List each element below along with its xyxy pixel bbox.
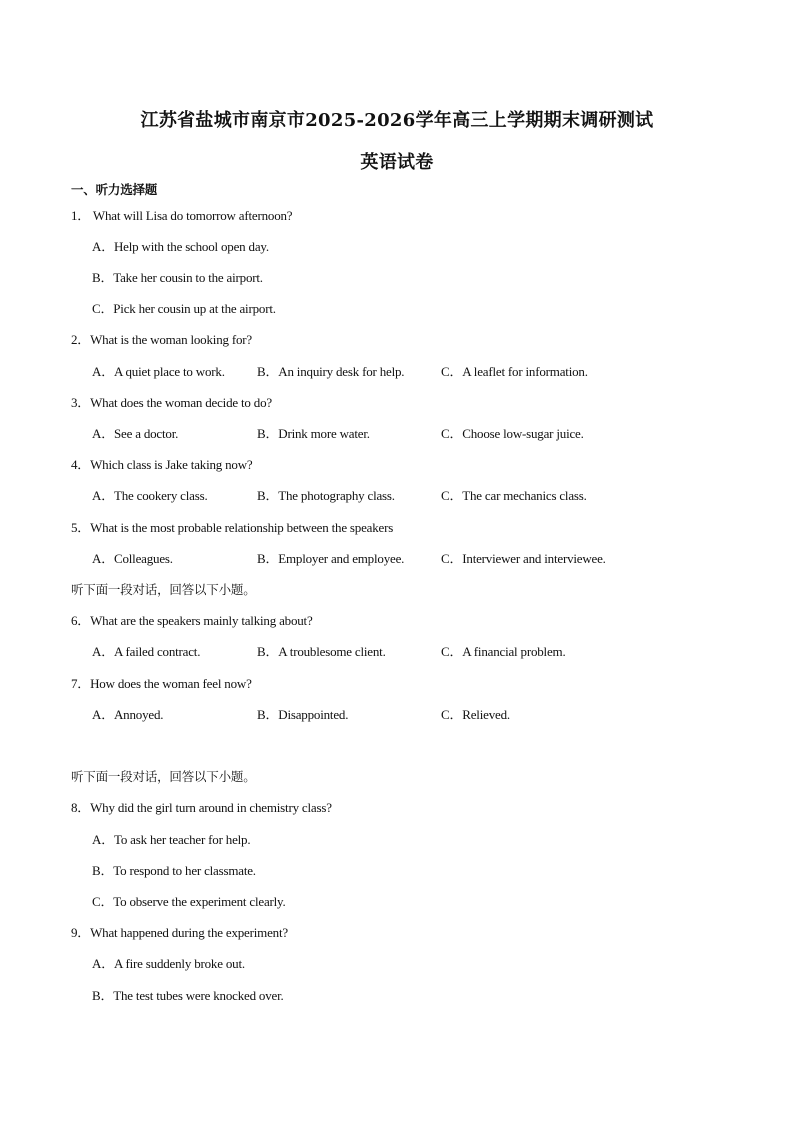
question-4-stem: 4．Which class is Jake taking now? <box>71 457 253 472</box>
question-3-option-a: A．See a doctor. <box>92 426 179 441</box>
question-4-option-a: A．The cookery class. <box>92 488 208 503</box>
question-7-stem: 7．How does the woman feel now? <box>71 676 252 691</box>
question-5-option-a: A．Colleagues. <box>92 551 173 566</box>
question-4-option-b: B．The photography class. <box>257 488 395 503</box>
question-5-option-b: B．Employer and employee. <box>257 551 405 566</box>
question-8-option-a: A．To ask her teacher for help. <box>92 832 251 847</box>
question-8-option-c: C．To observe the experiment clearly. <box>92 894 286 909</box>
question-7-option-a: A．Annoyed. <box>92 707 164 722</box>
question-3-option-c: C．Choose low-sugar juice. <box>441 426 584 441</box>
question-8-option-b: B．To respond to her classmate. <box>92 863 256 878</box>
question-4-option-c: C．The car mechanics class. <box>441 488 587 503</box>
question-8-stem: 8．Why did the girl turn around in chemistry class? <box>71 800 332 815</box>
dialogue-note-1: 听下面一段对话，回答以下小题。 <box>71 582 256 597</box>
question-5-option-c: C．Interviewer and interviewee. <box>441 551 606 566</box>
question-2-option-a: A．A quiet place to work. <box>92 364 225 379</box>
question-2-option-b: B．An inquiry desk for help. <box>257 364 405 379</box>
question-3-option-b: B．Drink more water. <box>257 426 370 441</box>
question-5-stem: 5．What is the most probable relationship between the speakers <box>71 520 394 535</box>
question-6-option-b: B．A troublesome client. <box>257 644 386 659</box>
question-1-option-c: C．Pick her cousin up at the airport. <box>92 301 276 316</box>
section-heading: 一、听力选择题 <box>71 182 158 197</box>
question-6-option-c: C．A financial problem. <box>441 644 566 659</box>
question-6-stem: 6．What are the speakers mainly talking about? <box>71 613 313 628</box>
question-9-stem: 9．What happened during the experiment? <box>71 925 288 940</box>
question-2-stem: 2．What is the woman looking for? <box>71 332 252 347</box>
question-1-option-a: A．Help with the school open day. <box>92 239 269 254</box>
question-7-option-c: C．Relieved. <box>441 707 510 722</box>
question-9-option-b: B．The test tubes were knocked over. <box>92 988 284 1003</box>
question-9-option-a: A．A fire suddenly broke out. <box>92 956 245 971</box>
page-subtitle: 英语试卷 <box>360 152 434 173</box>
question-3-stem: 3．What does the woman decide to do? <box>71 395 272 410</box>
question-2-option-c: C．A leaflet for information. <box>441 364 588 379</box>
question-1-option-b: B．Take her cousin to the airport. <box>92 270 263 285</box>
question-1-stem: 1． What will Lisa do tomorrow afternoon? <box>71 208 293 223</box>
dialogue-note-2: 听下面一段对话，回答以下小题。 <box>71 769 256 784</box>
question-7-option-b: B．Disappointed. <box>257 707 349 722</box>
question-6-option-a: A．A failed contract. <box>92 644 201 659</box>
page-title: 江苏省盐城市南京市2025-2026学年高三上学期期末调研测试 <box>140 110 654 131</box>
